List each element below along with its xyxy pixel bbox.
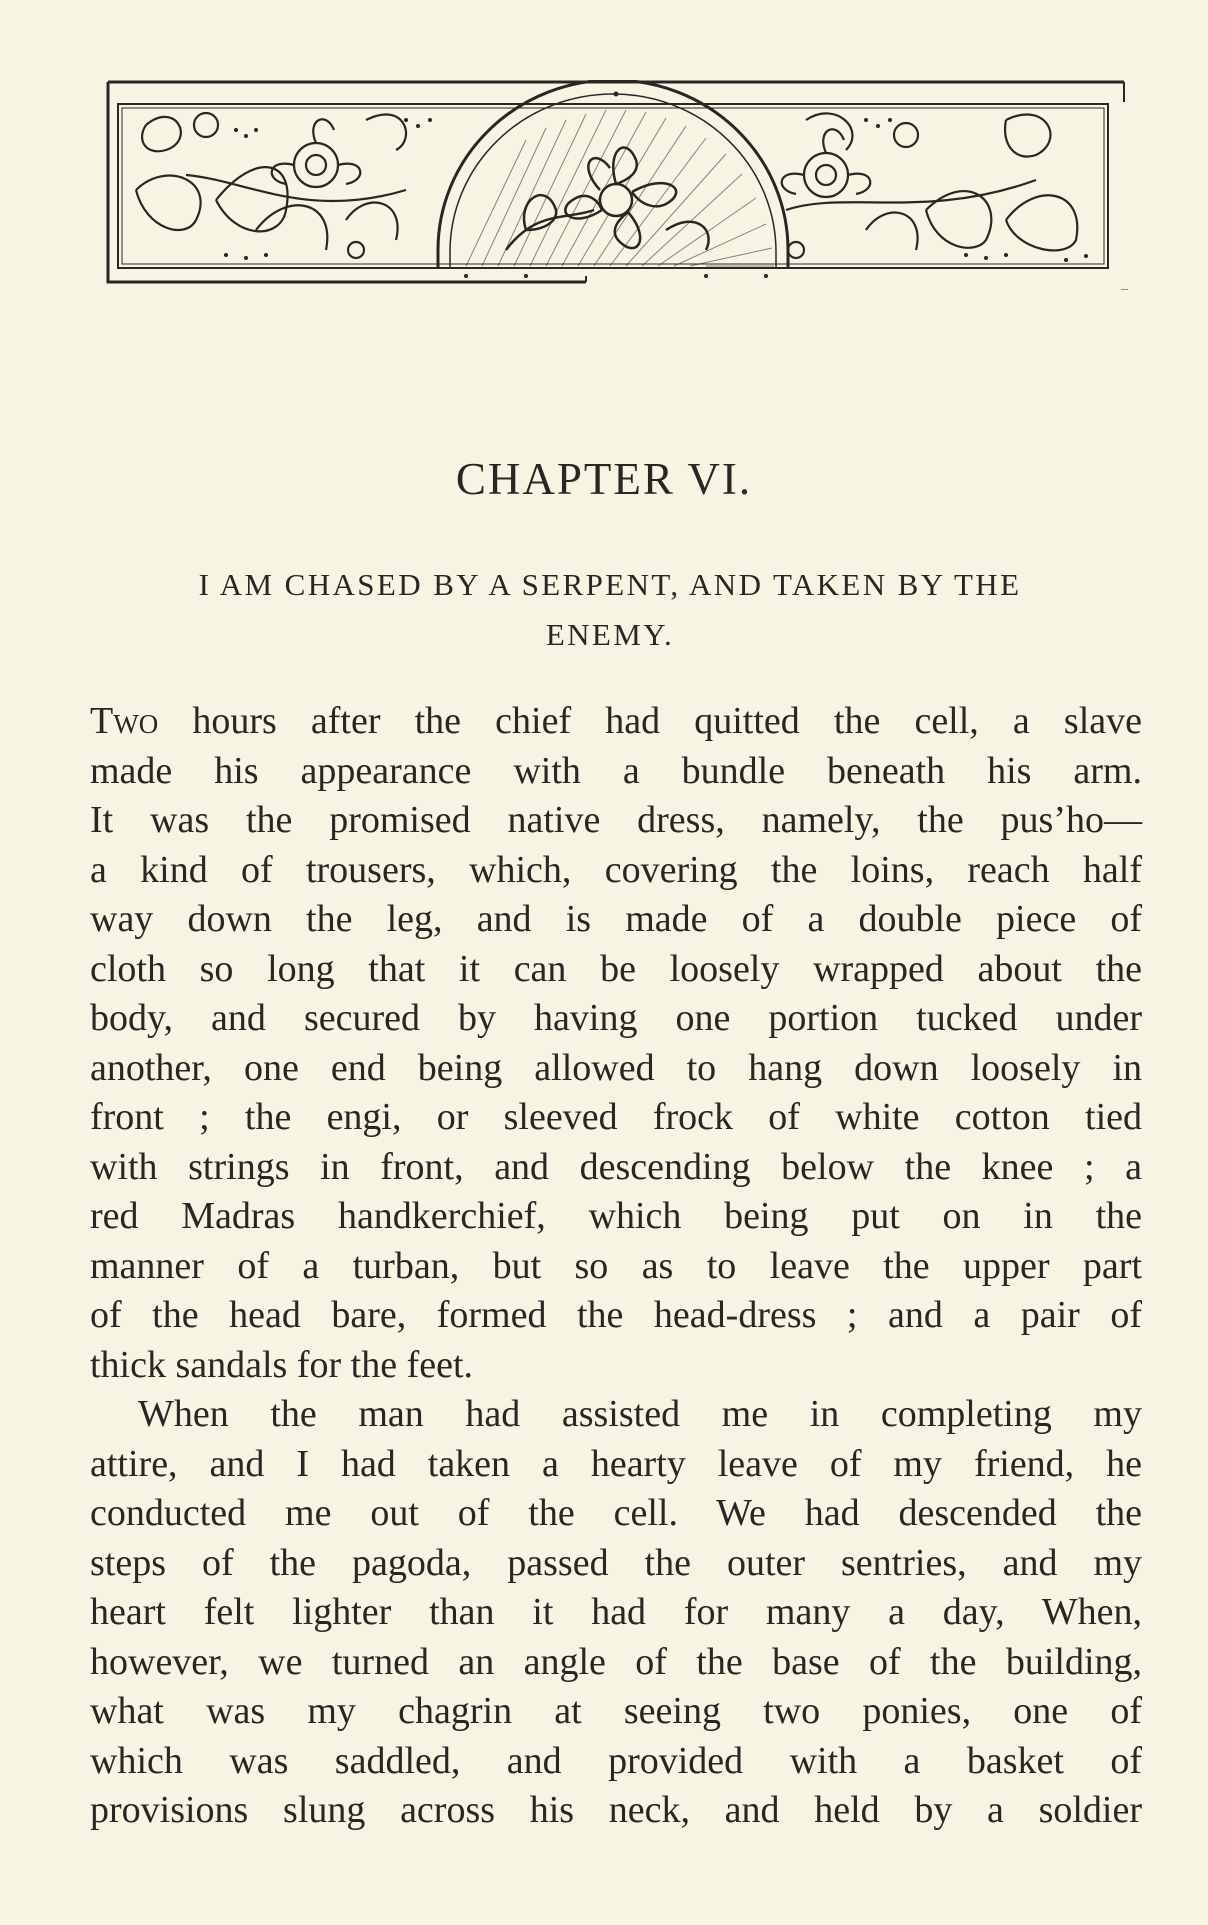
text-line: heart felt lighter than it had for many a day, When, bbox=[90, 1591, 1142, 1633]
text-line: Two hours after the chief had quitted the cell, a slave bbox=[90, 700, 1142, 742]
text-line: way down the leg, and is made of a double piece of bbox=[90, 898, 1142, 940]
text-line: thick sandals for the feet. bbox=[90, 1343, 474, 1386]
text-line: which was saddled, and provided with a basket of bbox=[90, 1739, 1142, 1782]
chapter-title: CHAPTER VI. bbox=[455, 454, 753, 504]
text-line: with strings in front, and descending below the knee ; a bbox=[90, 1145, 1142, 1188]
paragraph bbox=[90, 697, 1142, 1390]
text-line: red Madras handkerchief, which being put on in the bbox=[90, 1195, 1142, 1237]
text-line: conducted me out of the cell. We had descended the bbox=[90, 1492, 1142, 1534]
text-line: of the head bare, formed the head-dress ; and a pair of bbox=[90, 1294, 1142, 1336]
text-line: provisions slung across his neck, and held by a soldier bbox=[90, 1789, 1142, 1831]
chapter-subtitle-line: ENEMY. bbox=[545, 617, 675, 652]
chapter-subtitle bbox=[90, 560, 1130, 660]
text-line: made his appearance with a bundle beneath his arm. bbox=[90, 749, 1142, 792]
text-line: body, and secured by having one portion tucked under bbox=[90, 997, 1142, 1039]
text-line: what was my chagrin at seeing two ponies, one of bbox=[90, 1690, 1142, 1732]
text-line: cloth so long that it can be loosely wrapped about the bbox=[90, 947, 1142, 990]
chapter-headpiece bbox=[106, 80, 1128, 290]
lead-word: Two bbox=[90, 700, 159, 742]
text-line: When the man had assisted me in completing my bbox=[138, 1393, 1142, 1435]
text-line: manner of a turban, but so as to leave the upper part bbox=[90, 1244, 1142, 1287]
text-line: steps of the pagoda, passed the outer sentries, and my bbox=[90, 1541, 1142, 1584]
text-line: another, one end being allowed to hang down loosely in bbox=[90, 1046, 1142, 1089]
chapter-subtitle-line: I AM CHASED BY A SERPENT, AND TAKEN BY THE bbox=[198, 567, 1022, 602]
text-line: front ; the engi, or sleeved frock of white cotton tied bbox=[90, 1096, 1142, 1138]
text-line: It was the promised native dress, namely, the pus’ho— bbox=[90, 799, 1142, 841]
text-line: attire, and I had taken a hearty leave of my friend, he bbox=[90, 1442, 1142, 1485]
floral-ornament-icon bbox=[108, 80, 1128, 290]
body-text bbox=[90, 697, 1142, 1836]
text-line: however, we turned an angle of the base of the building, bbox=[90, 1640, 1142, 1683]
paragraph bbox=[90, 1390, 1142, 1836]
text-line: a kind of trousers, which, covering the loins, reach half bbox=[90, 848, 1142, 891]
